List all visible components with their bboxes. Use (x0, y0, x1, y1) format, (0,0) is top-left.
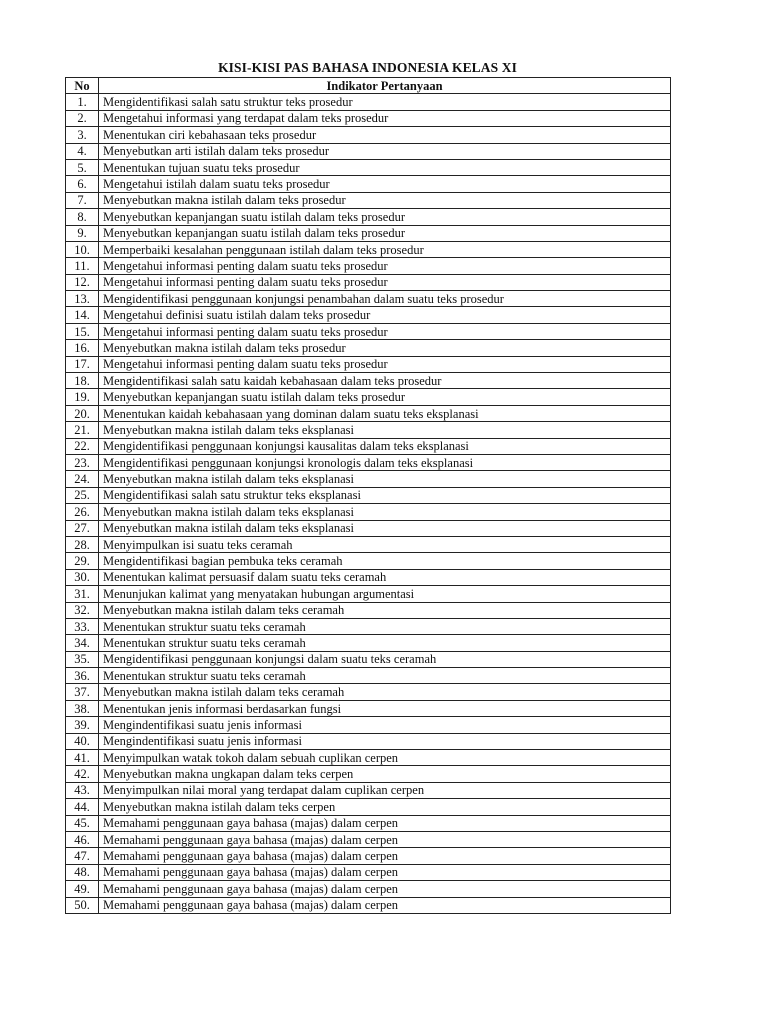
row-number: 41. (66, 750, 99, 766)
row-number: 7. (66, 192, 99, 208)
indicator-text: Menentukan ciri kebahasaan teks prosedur (99, 127, 671, 143)
indicator-table (65, 77, 671, 914)
column-header-indikator: Indikator Pertanyaan (99, 78, 671, 94)
indicator-text: Menyimpulkan nilai moral yang terdapat dalam cuplikan cerpen (99, 782, 671, 798)
table-row (66, 750, 671, 766)
indicator-text: Menentukan kalimat persuasif dalam suatu teks ceramah (99, 569, 671, 585)
indicator-text: Memahami penggunaan gaya bahasa (majas) dalam cerpen (99, 831, 671, 847)
indicator-text: Menyebutkan kepanjangan suatu istilah dalam teks prosedur (99, 225, 671, 241)
row-number: 27. (66, 520, 99, 536)
indicator-text: Mengidentifikasi penggunaan konjungsi dalam suatu teks ceramah (99, 651, 671, 667)
row-number: 29. (66, 553, 99, 569)
indicator-text: Menyebutkan kepanjangan suatu istilah dalam teks prosedur (99, 209, 671, 225)
row-number: 23. (66, 454, 99, 470)
row-number: 44. (66, 799, 99, 815)
indicator-text: Mengidentifikasi penggunaan konjungsi penambahan dalam suatu teks prosedur (99, 291, 671, 307)
indicator-text: Memperbaiki kesalahan penggunaan istilah dalam teks prosedur (99, 241, 671, 257)
row-number: 4. (66, 143, 99, 159)
row-number: 46. (66, 831, 99, 847)
table-row (66, 159, 671, 175)
row-number: 38. (66, 700, 99, 716)
indicator-text: Menyebutkan makna istilah dalam teks eksplanasi (99, 520, 671, 536)
row-number: 47. (66, 848, 99, 864)
table-row (66, 356, 671, 372)
table-row (66, 651, 671, 667)
row-number: 31. (66, 586, 99, 602)
row-number: 36. (66, 668, 99, 684)
row-number: 30. (66, 569, 99, 585)
table-row (66, 815, 671, 831)
table-row (66, 553, 671, 569)
table-row (66, 799, 671, 815)
row-number: 15. (66, 323, 99, 339)
indicator-text: Menyimpulkan watak tokoh dalam sebuah cuplikan cerpen (99, 750, 671, 766)
table-row (66, 733, 671, 749)
indicator-text: Menentukan struktur suatu teks ceramah (99, 618, 671, 634)
row-number: 9. (66, 225, 99, 241)
table-row (66, 668, 671, 684)
indicator-text: Mengetahui definisi suatu istilah dalam teks prosedur (99, 307, 671, 323)
row-number: 35. (66, 651, 99, 667)
table-row (66, 241, 671, 257)
row-number: 2. (66, 110, 99, 126)
indicator-text: Menyebutkan makna istilah dalam teks eksplanasi (99, 471, 671, 487)
indicator-text: Memahami penggunaan gaya bahasa (majas) dalam cerpen (99, 815, 671, 831)
indicator-text: Mengidentifikasi salah satu struktur teks prosedur (99, 94, 671, 110)
table-row (66, 274, 671, 290)
row-number: 43. (66, 782, 99, 798)
indicator-text: Menyebutkan makna ungkapan dalam teks cerpen (99, 766, 671, 782)
table-row (66, 389, 671, 405)
row-number: 20. (66, 405, 99, 421)
indicator-text: Mengindentifikasi suatu jenis informasi (99, 717, 671, 733)
table-row (66, 176, 671, 192)
row-number: 45. (66, 815, 99, 831)
table-row (66, 700, 671, 716)
table-row (66, 405, 671, 421)
row-number: 32. (66, 602, 99, 618)
indicator-text: Menyebutkan makna istilah dalam teks prosedur (99, 192, 671, 208)
table-row (66, 454, 671, 470)
row-number: 19. (66, 389, 99, 405)
row-number: 28. (66, 536, 99, 552)
indicator-text: Mengidentifikasi penggunaan konjungsi kausalitas dalam teks eksplanasi (99, 438, 671, 454)
row-number: 5. (66, 159, 99, 175)
row-number: 10. (66, 241, 99, 257)
table-row (66, 766, 671, 782)
row-number: 14. (66, 307, 99, 323)
indicator-text: Menyimpulkan isi suatu teks ceramah (99, 536, 671, 552)
indicator-text: Mengetahui informasi penting dalam suatu teks prosedur (99, 274, 671, 290)
indicator-text: Mengindentifikasi suatu jenis informasi (99, 733, 671, 749)
row-number: 13. (66, 291, 99, 307)
table-row (66, 831, 671, 847)
table-row (66, 520, 671, 536)
indicator-text: Mengetahui informasi penting dalam suatu teks prosedur (99, 258, 671, 274)
row-number: 3. (66, 127, 99, 143)
table-row (66, 438, 671, 454)
table-row (66, 340, 671, 356)
indicator-text: Menyebutkan makna istilah dalam teks eksplanasi (99, 504, 671, 520)
indicator-text: Mengidentifikasi penggunaan konjungsi kronologis dalam teks eksplanasi (99, 454, 671, 470)
indicator-text: Mengetahui istilah dalam suatu teks prosedur (99, 176, 671, 192)
table-body (66, 94, 671, 914)
row-number: 16. (66, 340, 99, 356)
indicator-text: Mengidentifikasi bagian pembuka teks ceramah (99, 553, 671, 569)
table-row (66, 192, 671, 208)
row-number: 6. (66, 176, 99, 192)
row-number: 50. (66, 897, 99, 913)
indicator-text: Menyebutkan makna istilah dalam teks ceramah (99, 602, 671, 618)
table-row (66, 864, 671, 880)
indicator-text: Menyebutkan arti istilah dalam teks prosedur (99, 143, 671, 159)
table-row (66, 782, 671, 798)
row-number: 12. (66, 274, 99, 290)
indicator-text: Menentukan kaidah kebahasaan yang dominan dalam suatu teks eksplanasi (99, 405, 671, 421)
table-row (66, 881, 671, 897)
row-number: 24. (66, 471, 99, 487)
row-number: 22. (66, 438, 99, 454)
indicator-text: Mengetahui informasi penting dalam suatu teks prosedur (99, 356, 671, 372)
table-row (66, 897, 671, 913)
row-number: 33. (66, 618, 99, 634)
indicator-text: Menentukan jenis informasi berdasarkan fungsi (99, 700, 671, 716)
indicator-text: Menyebutkan makna istilah dalam teks eksplanasi (99, 422, 671, 438)
table-row (66, 110, 671, 126)
indicator-text: Menyebutkan makna istilah dalam teks prosedur (99, 340, 671, 356)
table-row (66, 504, 671, 520)
table-row (66, 487, 671, 503)
indicator-text: Mengetahui informasi penting dalam suatu teks prosedur (99, 323, 671, 339)
indicator-text: Mengetahui informasi yang terdapat dalam teks prosedur (99, 110, 671, 126)
indicator-text: Menentukan struktur suatu teks ceramah (99, 635, 671, 651)
table-row (66, 258, 671, 274)
indicator-text: Memahami penggunaan gaya bahasa (majas) dalam cerpen (99, 881, 671, 897)
row-number: 49. (66, 881, 99, 897)
table-row (66, 209, 671, 225)
table-row (66, 717, 671, 733)
table-header-row (66, 78, 671, 94)
row-number: 42. (66, 766, 99, 782)
table-row (66, 307, 671, 323)
row-number: 48. (66, 864, 99, 880)
indicator-text: Memahami penggunaan gaya bahasa (majas) dalam cerpen (99, 848, 671, 864)
table-row (66, 373, 671, 389)
row-number: 8. (66, 209, 99, 225)
table-row (66, 291, 671, 307)
table-row (66, 586, 671, 602)
row-number: 26. (66, 504, 99, 520)
column-header-no: No (66, 78, 99, 94)
table-row (66, 323, 671, 339)
table-row (66, 618, 671, 634)
indicator-text: Menunjukan kalimat yang menyatakan hubungan argumentasi (99, 586, 671, 602)
row-number: 21. (66, 422, 99, 438)
table-row (66, 635, 671, 651)
row-number: 34. (66, 635, 99, 651)
row-number: 1. (66, 94, 99, 110)
indicator-text: Menyebutkan makna istilah dalam teks cerpen (99, 799, 671, 815)
table-row (66, 602, 671, 618)
row-number: 40. (66, 733, 99, 749)
table-row (66, 569, 671, 585)
document-title: KISI-KISI PAS BAHASA INDONESIA KELAS XI (218, 60, 517, 75)
indicator-text: Menentukan tujuan suatu teks prosedur (99, 159, 671, 175)
table-row (66, 684, 671, 700)
row-number: 18. (66, 373, 99, 389)
table-row (66, 225, 671, 241)
indicator-text: Menyebutkan makna istilah dalam teks ceramah (99, 684, 671, 700)
indicator-text: Menyebutkan kepanjangan suatu istilah dalam teks prosedur (99, 389, 671, 405)
table-row (66, 127, 671, 143)
row-number: 17. (66, 356, 99, 372)
table-row (66, 422, 671, 438)
indicator-text: Mengidentifikasi salah satu struktur teks eksplanasi (99, 487, 671, 503)
indicator-text: Memahami penggunaan gaya bahasa (majas) dalam cerpen (99, 897, 671, 913)
indicator-text: Mengidentifikasi salah satu kaidah kebahasaan dalam teks prosedur (99, 373, 671, 389)
table-row (66, 471, 671, 487)
row-number: 11. (66, 258, 99, 274)
row-number: 25. (66, 487, 99, 503)
table-row (66, 848, 671, 864)
indicator-text: Menentukan struktur suatu teks ceramah (99, 668, 671, 684)
table-row (66, 94, 671, 110)
indicator-text: Memahami penggunaan gaya bahasa (majas) dalam cerpen (99, 864, 671, 880)
row-number: 37. (66, 684, 99, 700)
table-row (66, 143, 671, 159)
table-row (66, 536, 671, 552)
row-number: 39. (66, 717, 99, 733)
